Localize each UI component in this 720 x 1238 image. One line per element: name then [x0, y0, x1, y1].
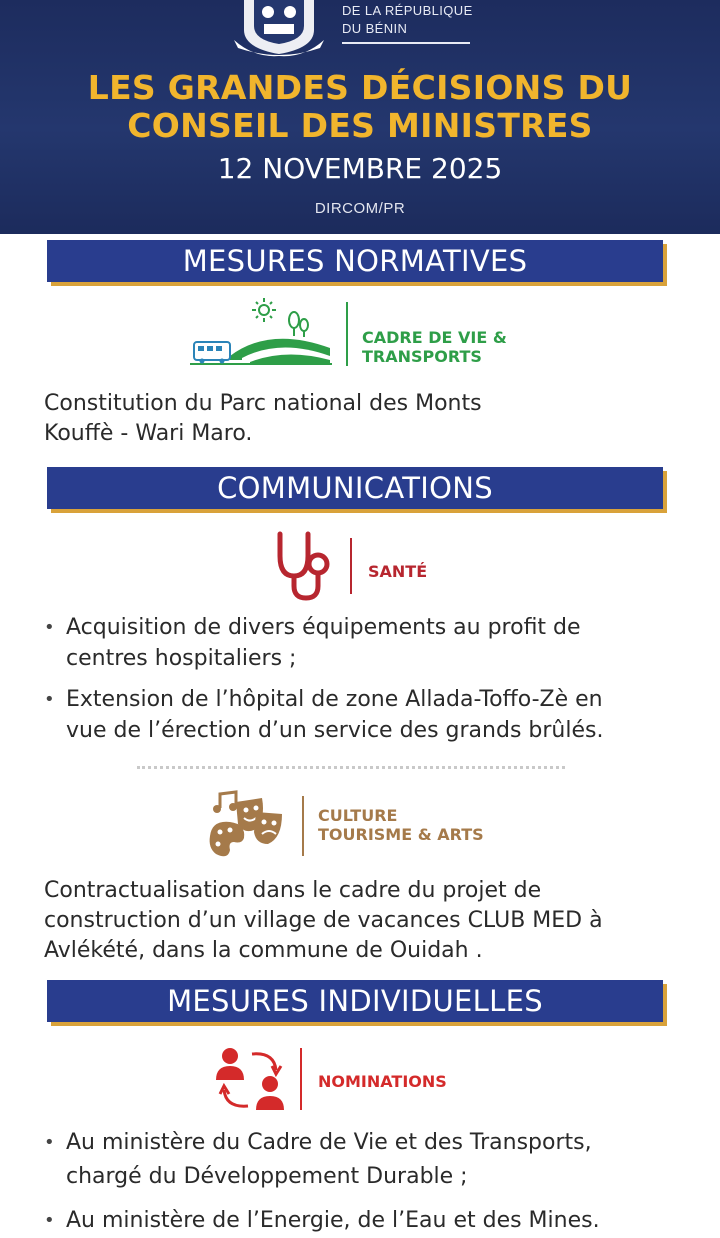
category-nominations — [214, 1044, 494, 1116]
category-divider — [346, 302, 348, 366]
stethoscope-icon — [274, 530, 330, 602]
normative-text-line2: Kouffè - Wari Maro. — [44, 421, 253, 446]
theater-masks-icon — [206, 790, 284, 860]
page-title-line2: CONSEIL DES MINISTRES — [127, 106, 593, 145]
list-item-line1: Extension de l’hôpital de zone Allada-Toffo-Zè en — [66, 687, 603, 712]
culture-measure-text — [44, 876, 684, 966]
bullet-marker: • — [44, 689, 55, 710]
category-label — [362, 328, 507, 366]
category-label — [318, 806, 484, 844]
category-culture — [206, 790, 526, 862]
dotted-separator — [137, 766, 565, 769]
bullet-marker: • — [44, 617, 55, 638]
sante-measures-list — [44, 612, 684, 746]
culture-text-line1: Contractualisation dans le cadre du projet de — [44, 878, 542, 903]
category-label-line2: TOURISME & ARTS — [318, 825, 484, 844]
category-label-line2: TRANSPORTS — [362, 347, 482, 366]
category-divider — [302, 796, 304, 856]
list-item-line1: Au ministère de l’Energie, de l’Eau et des Mines. — [66, 1208, 600, 1233]
list-item — [44, 1204, 684, 1238]
meeting-date: 12 NOVEMBRE 2025 — [217, 152, 503, 185]
org-underline — [342, 42, 470, 44]
list-item — [44, 1126, 684, 1194]
list-item-line1: Au ministère du Cadre de Vie et des Transports, — [66, 1130, 592, 1155]
page-title-line1: LES GRANDES DÉCISIONS DU — [87, 68, 633, 107]
bullet-marker: • — [44, 1210, 55, 1231]
category-divider — [350, 538, 352, 594]
culture-text-line2: construction d’un village de vacances CLUB MED à — [44, 908, 603, 933]
list-item-line2: centres hospitaliers ; — [66, 646, 297, 671]
category-label-sante: SANTÉ — [368, 562, 428, 581]
nominations-list — [44, 1126, 684, 1238]
culture-text-line3: Avlékété, dans la commune de Ouidah . — [44, 938, 483, 963]
header-banner — [0, 0, 720, 234]
section-title-individuelles: MESURES INDIVIDUELLES — [47, 980, 663, 1022]
section-title-normatives: MESURES NORMATIVES — [47, 240, 663, 282]
section-title-communications: COMMUNICATIONS — [47, 467, 663, 509]
list-item-line2: chargé du Développement Durable ; — [66, 1164, 468, 1189]
org-name-line2: DU BÉNIN — [342, 21, 408, 36]
normative-measure-text — [44, 389, 684, 449]
list-item — [44, 612, 684, 674]
category-label-line1: CADRE DE VIE & — [362, 328, 507, 347]
org-name-line1: DE LA RÉPUBLIQUE — [342, 3, 473, 18]
landscape-transport-icon — [190, 298, 332, 368]
coat-of-arms-icon — [234, 0, 324, 58]
category-label-line1: CULTURE — [318, 806, 398, 825]
bullet-marker: • — [44, 1132, 55, 1153]
nominations-icon — [214, 1044, 288, 1116]
source-credit: DIRCOM/PR — [314, 200, 406, 217]
list-item-line1: Acquisition de divers équipements au profit de — [66, 615, 581, 640]
category-divider — [300, 1048, 302, 1110]
category-cadre-de-vie — [190, 298, 530, 370]
category-sante — [274, 530, 474, 604]
normative-text-line1: Constitution du Parc national des Monts — [44, 391, 482, 416]
list-item — [44, 684, 684, 746]
list-item-line2: vue de l’érection d’un service des grands brûlés. — [66, 718, 604, 743]
category-label-nominations: NOMINATIONS — [318, 1072, 447, 1091]
